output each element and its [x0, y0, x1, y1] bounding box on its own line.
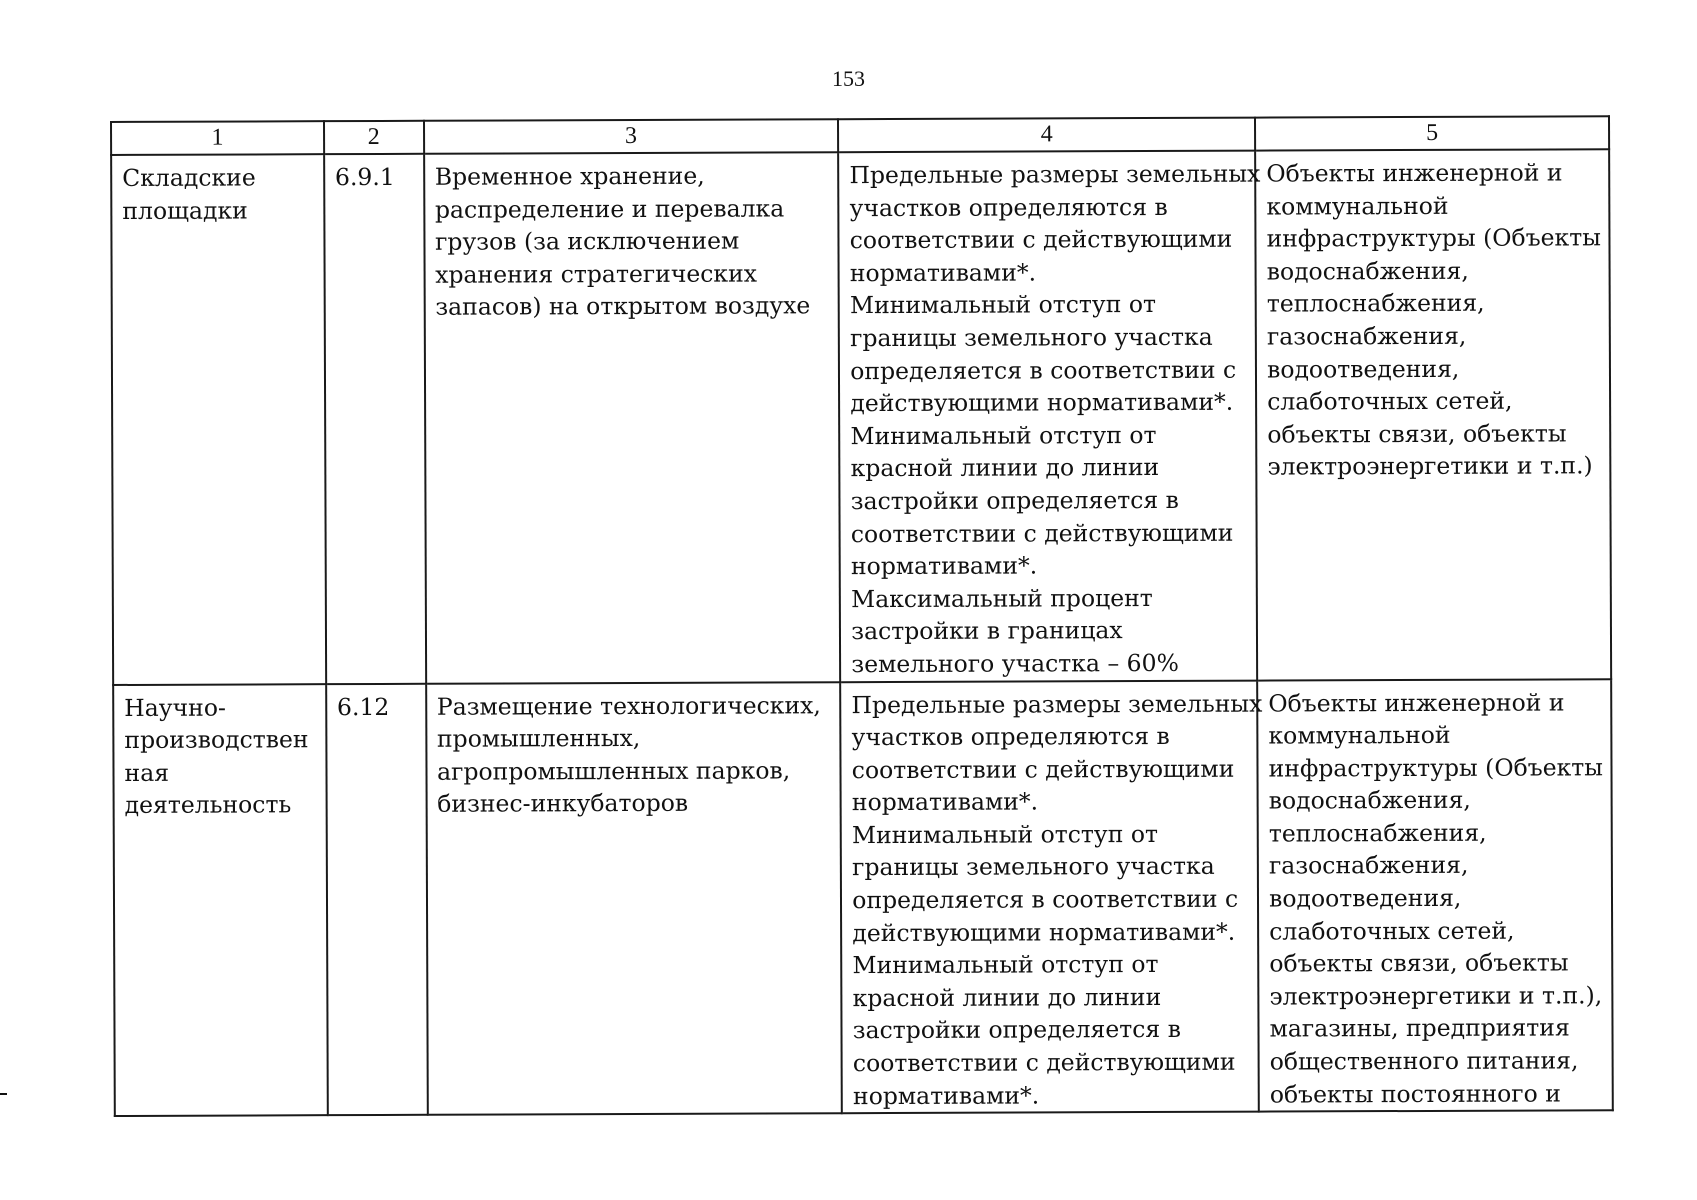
margin-mark: [0, 1093, 7, 1095]
auxiliary-uses-cell: [1257, 679, 1613, 1112]
building-parameters-cell: [838, 151, 1261, 682]
cell-text-line: общественного питания,: [1269, 1046, 1579, 1076]
cell-text-line: застройки определяется в: [852, 1015, 1181, 1045]
cell-text-line: Предельные размеры земельных: [851, 689, 1263, 719]
cell-text-line: застройки в границах: [851, 616, 1123, 646]
cell-text-line: нормативами*.: [852, 1081, 1040, 1110]
cell-text-line: участков определяются в: [851, 722, 1170, 752]
cell-text-line: хранения стратегических: [435, 259, 758, 289]
cell-text-line: водоснабжения,: [1268, 786, 1471, 815]
cell-text-line: деятельность: [124, 790, 292, 820]
cell-text-line: Максимальный процент: [851, 583, 1153, 613]
cell-text-line: границы земельного участка: [850, 322, 1213, 353]
cell-text-line: соответствии с действующими: [849, 224, 1233, 255]
column-header: 2: [324, 121, 424, 154]
cell-text-line: нормативами*.: [851, 787, 1039, 817]
cell-text-line: Временное хранение,: [434, 161, 705, 191]
cell-text-line: Минимальный отступ от: [851, 819, 1159, 850]
page-number: 153: [832, 66, 865, 91]
cell-text-line: Объекты инженерной и: [1268, 687, 1565, 718]
cell-text-line: Научно-: [124, 693, 226, 722]
cell-text-line: Размещение технологических,: [436, 690, 821, 721]
cell-text-line: красной линии до линии: [852, 982, 1162, 1012]
cell-text-line: границы земельного участка: [852, 852, 1215, 882]
cell-text-line: Минимальный отступ от: [849, 290, 1157, 320]
cell-text-line: инфраструктуры (Объекты: [1268, 752, 1604, 783]
cell-text-line: объекты связи, объекты: [1269, 948, 1569, 978]
cell-text-line: магазины, предприятия: [1269, 1013, 1570, 1043]
column-header: 3: [424, 119, 839, 154]
column-header: 4: [838, 118, 1255, 153]
auxiliary-uses-cell: [1255, 149, 1611, 680]
cell-text-line: коммунальной: [1268, 720, 1451, 750]
cell-text-line: водоотведения,: [1269, 883, 1462, 913]
cell-text-line: соответствии с действующими: [852, 1047, 1236, 1078]
classifier-code-cell: 6.9.1: [324, 154, 426, 684]
table-row: [113, 679, 1613, 1116]
cell-text-line: Минимальный отступ от: [850, 420, 1157, 450]
cell-text-line: газоснабжения,: [1266, 321, 1467, 351]
cell-text-line: запасов) на открытом воздухе: [435, 291, 811, 322]
cell-text-line: промышленных,: [436, 724, 641, 753]
cell-text-line: слаботочных сетей,: [1267, 386, 1513, 416]
building-parameters-cell: [840, 680, 1263, 1113]
cell-text-line: грузов (за исключением: [435, 226, 740, 256]
cell-text-line: бизнес-инкубаторов: [437, 789, 689, 819]
cell-text-line: теплоснабжения,: [1266, 289, 1485, 318]
cell-text-line: коммунальной: [1266, 191, 1449, 221]
cell-text-line: площадки: [122, 196, 248, 225]
cell-text-line: теплоснабжения,: [1268, 818, 1487, 848]
table-row: [111, 149, 1611, 684]
cell-text-line: действующими нормативами*.: [850, 387, 1234, 418]
cell-text-line: водоотведения,: [1267, 354, 1460, 384]
cell-text-line: застройки определяется в: [850, 485, 1179, 516]
cell-text-line: электроэнергетики и т.п.): [1267, 451, 1593, 481]
cell-text-line: Предельные размеры земельных: [849, 159, 1261, 190]
use-description-cell: [424, 152, 841, 683]
classifier-code-cell: 6.12: [326, 683, 428, 1115]
zoning-table: [110, 115, 1614, 1117]
cell-text-line: определяется в соответствии с: [850, 355, 1237, 385]
cell-text-line: Минимальный отступ от: [852, 950, 1159, 980]
cell-text-line: Объекты инженерной и: [1266, 158, 1563, 188]
cell-text-line: слаботочных сетей,: [1269, 916, 1515, 946]
cell-text-line: агропромышленных парков,: [437, 756, 791, 786]
cell-text-line: действующими нормативами*.: [852, 917, 1236, 947]
cell-text-line: Складские: [122, 163, 256, 192]
cell-text-line: объекты постоянного и: [1269, 1079, 1561, 1109]
cell-text-line: водоснабжения,: [1266, 256, 1469, 286]
use-description-cell: [426, 682, 842, 1115]
cell-text-line: газоснабжения,: [1268, 851, 1469, 881]
cell-text-line: инфраструктуры (Объекты: [1266, 223, 1601, 253]
cell-text-line: электроэнергетики и т.п.),: [1269, 981, 1603, 1011]
cell-text-line: ная: [124, 758, 170, 787]
cell-text-line: соответствии с действующими: [851, 754, 1235, 784]
cell-text-line: производствен: [124, 725, 309, 755]
cell-text-line: участков определяются в: [849, 192, 1168, 222]
cell-text-line: земельного участка – 60%: [851, 648, 1179, 679]
land-use-name-cell: [113, 684, 327, 1117]
cell-text-line: распределение и перевалка: [434, 194, 785, 224]
cell-text-line: соответствии с действующими: [850, 518, 1234, 548]
land-use-name-cell: [111, 154, 326, 684]
cell-text-line: нормативами*.: [850, 551, 1038, 581]
column-header: 1: [111, 121, 324, 155]
cell-text-line: красной линии до линии: [850, 453, 1160, 483]
column-header: 5: [1255, 116, 1609, 150]
cell-text-line: объекты связи, объекты: [1267, 419, 1567, 449]
cell-text-line: нормативами*.: [849, 258, 1037, 287]
cell-text-line: определяется в соответствии с: [852, 884, 1239, 915]
